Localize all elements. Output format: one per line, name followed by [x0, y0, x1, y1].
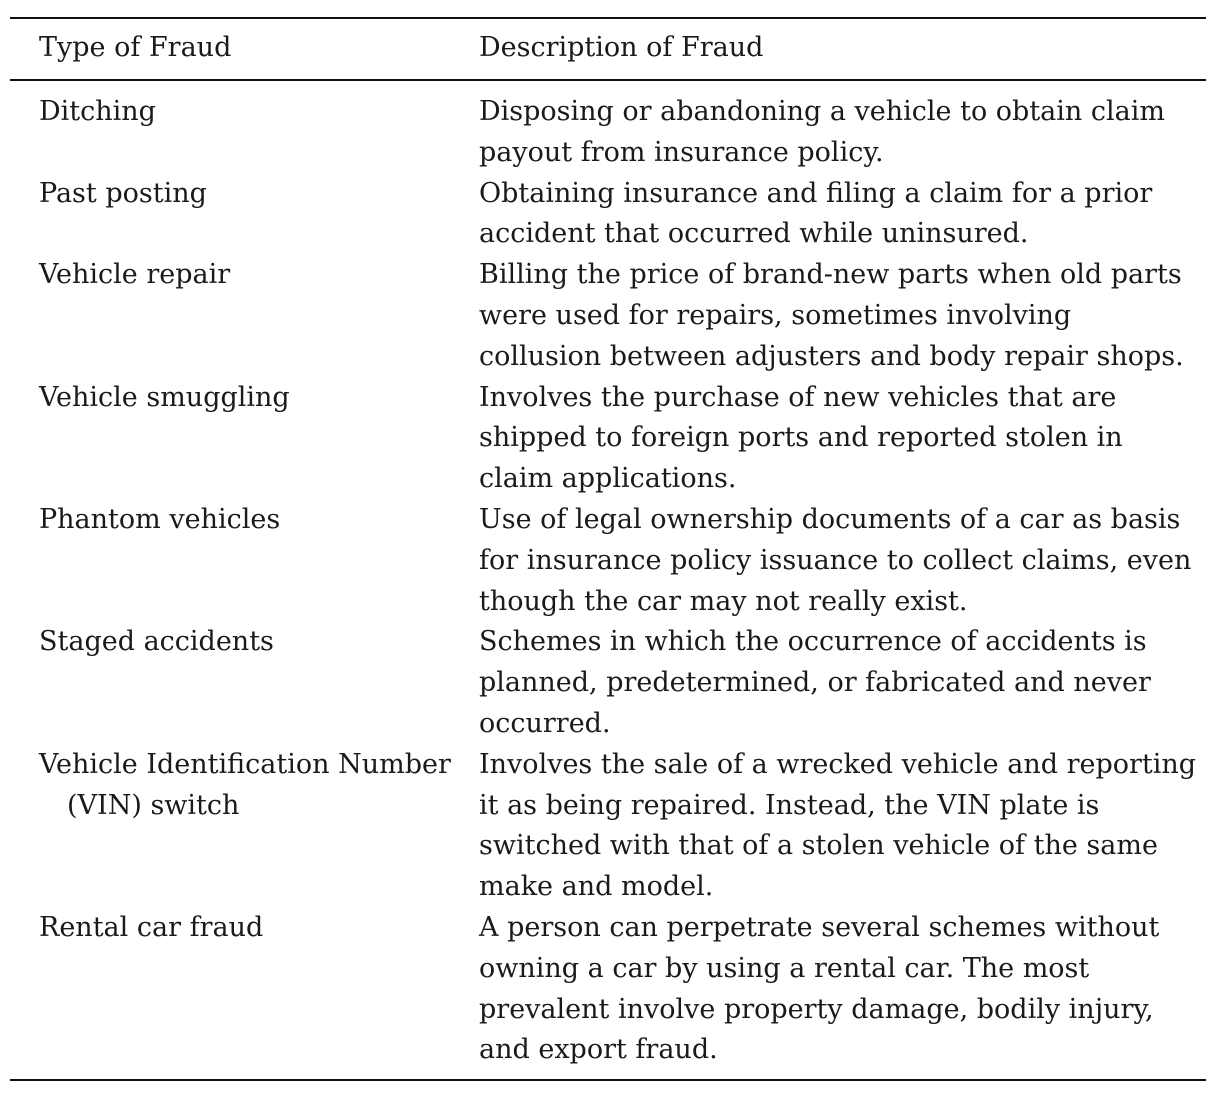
header-description-of-fraud: Description of Fraud — [479, 32, 764, 63]
table-row — [10, 92, 1206, 174]
table-row — [10, 908, 1206, 1071]
fraud-description-cell: Billing the price of brand-new parts when old parts were used for repairs, sometimes involving collusion between adjusters and body repair shops. — [479, 259, 1184, 372]
table-row — [10, 378, 1206, 500]
table-row — [10, 622, 1206, 744]
fraud-type-cell: Phantom vehicles — [39, 503, 281, 535]
fraud-description-cell: Involves the purchase of new vehicles that are shipped to foreign ports and reported stolen in claim applications. — [479, 381, 1123, 495]
fraud-type-cell: Rental car fraud — [39, 911, 264, 943]
table-top-rule — [10, 17, 1206, 19]
table-row — [10, 500, 1206, 622]
fraud-description-cell: A person can perpetrate several schemes without owning a car by using a rental car. The most prevalent involve property damage, bodily injury, and export fraud. — [479, 911, 1160, 1066]
fraud-type-cell: Ditching — [39, 96, 156, 127]
fraud-type-cell: Past posting — [39, 177, 207, 209]
table-bottom-rule — [10, 1079, 1206, 1081]
fraud-type-cell: Vehicle smuggling — [39, 381, 290, 413]
table-row — [10, 745, 1206, 908]
header-type-of-fraud: Type of Fraud — [39, 32, 232, 63]
table-row — [10, 174, 1206, 256]
fraud-description-cell: Obtaining insurance and filing a claim for a prior accident that occurred while uninsured. — [479, 177, 1153, 250]
table-body — [10, 92, 1206, 1071]
table-row — [10, 255, 1206, 377]
fraud-description-cell: Disposing or abandoning a vehicle to obtain claim payout from insurance policy. — [479, 96, 1165, 168]
table-header-row — [10, 28, 1206, 72]
fraud-type-cell: Staged accidents — [39, 626, 274, 658]
fraud-description-cell: Schemes in which the occurrence of accidents is planned, predetermined, or fabricated and never occurred. — [479, 626, 1151, 739]
fraud-description-cell: Use of legal ownership documents of a car as basis for insurance policy issuance to collect claims, even though the car may not really exist. — [479, 503, 1192, 617]
fraud-type-cell: Vehicle repair — [39, 259, 231, 291]
fraud-description-cell: Involves the sale of a wrecked vehicle and reporting it as being repaired. Instead, the VIN plate is switched with that of a stolen vehicle of the same make and model. — [479, 748, 1197, 903]
fraud-type-cell: Vehicle Identification Number (VIN) switch — [39, 748, 451, 821]
table-header-rule — [10, 79, 1206, 81]
